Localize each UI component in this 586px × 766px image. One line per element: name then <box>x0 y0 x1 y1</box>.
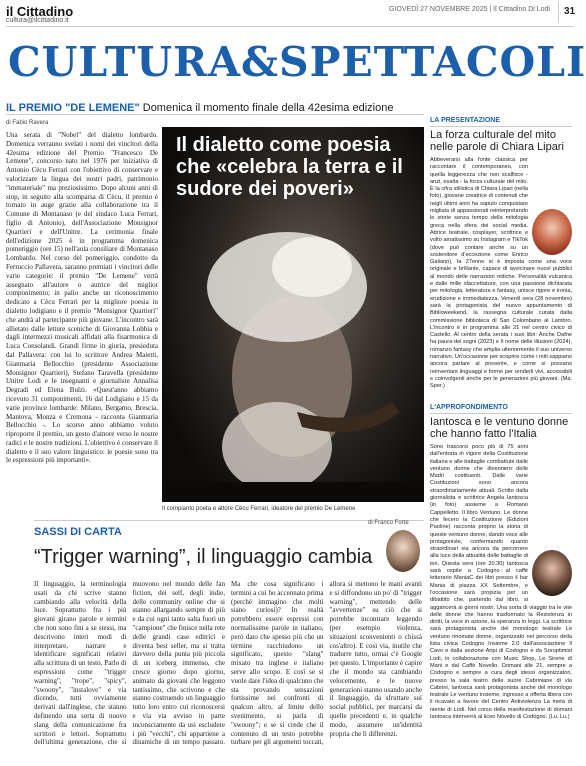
sidebar-kicker-insight: L'APPROFONDIMENTO <box>430 404 508 411</box>
sidebar-body-presentation: Abbeverarsi alla fonte classica per raccontare il contemporaneo, con quella leggerezza che non scalfisce - anzi, esalta - la forza culturale del mito. È la cifra stilistica di Chiara Lipari (nella foto), giovane creatrice di contenuti che negli ultimi anni ha saputo conquistare migliaia di appassionati reinterpretando le storie senza tempo della mitologia greca nella sfera dei social media. Attrice teatrale, cosplayer, scrittrice e volto amatissimo su Instagram e TikTok (dove può contare anche su un sostenitore d'eccezione come Enrico Galiano), la 27enne si è imposta come una voce originale e brillante, capace di avvicinare nuovi pubblici al mondo delle narrazioni mitiche. Personalità vulcanica e dalle mille sfaccettature, con una passione dichiarata per mitologia, letteratura e fantasy, unisce rigore e ironia, erudizione e immediatezza. Venerdì sera (28 novembre) sarà la protagonista del nuovo appuntamento di Biblioweekend, la rassegna culturale curata dalla commissione biblioteca di San Colombano al Lambro. L'incontro è in programma alle 21 nel centro civico di Castello. Al centro della serata i suoi libri: Anche Dafne ha paura dei sogni (2023) e Il nome delle illusioni (2024), romanzo fantasy che amplia ulteriormente il suo universo narrativo. Un'occasione per scoprire come i miti sappiano ancora parlare al presente, e come si possano reinventare linguaggi e forme per renderli vivi, accessibili e coinvolgenti anche per le generazioni più giovani. (Ma. Sper.) <box>430 157 572 390</box>
sidebar-body-insight: Sono trascorsi poco più di 75 anni dall'entrata in vigore della Costituzione italiana e alle battaglie combattute dalle ventuno donne che divennero delle Madri costituenti. Dalle varie Costituzioni sono ancora straordinariamente attuali. Scritto dalla giornalista e scrittrice Angela Iantosca (in foto) assieme a Romano Cappelletto. Il libro Ventuno. Le donne che fecero la Costituzione (Edizioni Paoline) racconta proprio la storia di queste ventuno donne, dando voce alle protagoniste, confermando quanto straordinari sia ancora da percorrere alla luce della attualità delle battaglie di ieri. Questa sera (ore 20.30) Iantosca sarà ospite a Codogno al caffè letterario ManiaC dei libri presso il bar Mania di piazza XX Settembre, e l'occasione sarà propizia per un dibattito che, partendo dal libro, si aggancerà ai giorni nostri. Una sorta di viaggio tra le vite delle donne che hanno trasformato la Resistenza in diritti, la voce in azione, la speranza in leggi. La scrittrice sarà protagonista anche del monologo teatrale Le ventuno rinomate donne, organizzato nel percorso della lista civica Codogno Insieme 2.0 dall'associazione Il Cavo e dalla sezione Anpi di Codogno e da Soroptimist Lodi, in collaborazione con Music Shop, Le Sirene di Mani e dal Caffè Novello. Domani alle 21, sempre a Codogno e sempre a cura degli stessi organizzatori, presso la sala teatro delle suore Cabriniane di via Cabrini, Iantosca sarà protagonista anche del monologo teatrale Le ventuno insieme, ingresso a offerta libera con il ricavato a favore del Centro Antiviolenza La metà di niente di Lodi. Nel corso della manifestazione di domani Iantosca interverrà al liceo Novello di Codogno. (Lu. Lu.) <box>430 444 572 720</box>
sidebar-block-presentation <box>430 157 572 400</box>
photo-caption: Il compianto poeta e attore Cècu Ferrari, ideatore del premio De Lemene <box>162 506 356 512</box>
second-article-body: Il linguaggio, la terminologia usati da chi scrive stanno cambiando alla velocità della luce. Soprattutto fra i più giovani girano parole e termini che non sono fini a se stessi, ma descrivono interi modi di interpretare, narrare e identificare significati relativi alla scrittura di un testo. Parlo di espressioni come "trigger warning", "trope", "spicy", "swoony", "instalove" e via dicendo, tutti ovviamente derivati dall'inglese, che stanno definendo una sorta di nuovo slang della comunicazione fra scrittori e lettori. Soprattutto dell'ultima generazione, che si muovono nel mondo delle fan fiction, dei self, degli indie, delle community online che si stanno allargando sempre di più e da cui ogni tanto salta fuori un "campione" che finisce nella rete delle grandi case editrici e diventa best seller, ma si tratta davvero della punta più piccola di un iceberg immenso, che cresce giorno dopo giorno, animato da giovani che leggono tantissimo, che scrivono e che stanno costruendo un linguaggio tutto loro entro cui riconoscersi e via via avviso in parte inconsciamente da usi escludere i più "vecchi", chi appartiene a dinamiche di un tempo passato. Ma che cosa significano i termini a cui ho accennato prima (perché immagino che molti siano curiosi)? In realtà potrebbero essere espressi con normalissime parole in italiano, però dato che spesso più che un termine racchiudono un significato, questo "slang" mixato tra inglese e italiano serve allo scopo. E così se si vuole dare l'idea di qualcuno che sta provando sensazioni fortissime nei confronti di qualcun altro, al limite dello svenimento, si parla di "swoony"; e se si crede che il contenuto di un testo potrebbe turbare per gli argomenti toccati, allora si mettono le mani avanti e si diffondono un po' di "trigger warning", mettendo delle "avvertenze" su ciò che si potrebbe incontrare leggendo (per esempio violenza, situazioni sconvenienti o chissà cos'altro). E così via, inutile che tradurre tutto, ormai c'è Google per questo. L'importante è capire che il mondo sta cambiando velocemente, e le nuove generazioni stanno usando anche il linguaggio, da sfruttare sui social pubblici, per marcarsi da quelle precedenti e, in qualche modo, assumere un'identità propria che li differenzi. <box>34 580 422 747</box>
second-article-kicker: SASSI DI CARTA <box>34 526 122 538</box>
sidebar <box>430 117 572 720</box>
franco-forte-photo <box>386 530 420 572</box>
sidebar-kicker-presentation: LA PRESENTAZIONE <box>430 117 501 124</box>
second-article-title: “Trigger warning”, il linguaggio cambia <box>34 546 373 568</box>
section-email[interactable]: cultura@ilcittadino.it <box>6 17 69 24</box>
section-masthead: CULTURA&SPETTACOLI <box>8 38 586 86</box>
main-article-kicker <box>6 102 393 114</box>
second-article-byline: di Franco Forte <box>368 520 409 526</box>
sidebar-divider <box>430 126 572 127</box>
sidebar-title-presentation: La forza culturale del mito nelle parole di Chiara Lipari <box>430 129 564 153</box>
kicker-divider <box>6 114 424 115</box>
main-article-body: Una serata di "Nobel" del dialetto lombardo. Domenica verranno svelati i nomi dei vincitori della 42esima edizione del Premio "Francesco De Lemene", concorso nato nel 1976 per iniziativa di Antonio Cècu Ferrari con l'obiettivo di conservare e valorizzare la lingua dei nostri padri, patrimonio "immateriale" ma preziosissimo. Dopo alcuni anni di stop, in seguito alla scomparsa di Cècu, il premio è tornato in auge grazie alla collaborazione tra il Comune di Montanaso (e del sindaco Luca Ferrari, figlio di Antonio), dell'Associazione Monsignor Quartieri e dell'Unitre. La cerimonia finale dell'edizione 2025 è in programma domenica pomeriggio (ore 15) nell'aula consiliare di Montanaso Lombardo. Nel corso del pomeriggio, condotto da Ferruccio Pallavera, saranno premiati i vincitori delle varie categorie: il premio "De Lemene" verrà assegnato all'autore o autrice del miglior componimento; in palio anche un riconoscimento dedicato a Cècu Ferrari per la migliore poesia in dialetto lodigiano e il premio "Monsignor Quartieri" che andrà al partecipante più giovane. L'incontro sarà allietato dalle letture sceniche di Giovanna Lobbia e dagli intermezzi musicali affidati alla fisarmonica di Luca Consolandi. Grandi firme in giuria, presieduta dal Pallavera: con lui lo scrittore Andrea Maietti, Gianmaria Bellocchio (presidente Associazione Monsignor Quartieri), Stefano Taravella (presidente Unitre Lodi e le insegnanti e giornaliste Annalisa Degradi ed Elena Bulzi. «Quest'anno abbiamo ricevuto 31 componimenti, 16 dal Lodigiano e 15 da varie province lombarde: Milano, Bergamo, Brescia, Mantova, Monza e Cremona - racconta Gianmaria Bellocchio -. Lo scorso anno abbiamo voluto riproporre il premio, un gesto d'amore verso le nostre radici e le nostre tradizioni. L'obiettivo è conservare il dialetto e il suo valore linguistico: le poesie sono tra le espressioni più importanti». <box>6 131 158 465</box>
header-divider <box>6 26 574 27</box>
chiara-lipari-photo <box>532 209 572 255</box>
newspaper-logo: il Cittadino <box>6 4 74 19</box>
section-divider <box>34 520 424 521</box>
main-headline: Il dialetto come poesia che «celebra la terra e il sudore dei poveri» <box>176 134 403 200</box>
sidebar-title-insight: Iantosca e le ventuno donne che hanno fatto l'Italia <box>430 416 569 440</box>
kicker-subtitle: Domenica il momento finale della 42esima edizione <box>142 102 394 114</box>
kicker-label: IL PREMIO "DE LEMENE" <box>6 102 140 114</box>
angela-iantosca-photo <box>532 550 572 596</box>
sidebar-block-insight <box>430 444 572 720</box>
page-number: 31 <box>558 2 580 22</box>
sidebar-divider <box>430 413 572 414</box>
date-line: GIOVEDÌ 27 NOVEMBRE 2025 | Il Cittadino Di Lodi <box>389 6 550 13</box>
main-article-byline: di Fabio Ravera <box>6 120 49 126</box>
